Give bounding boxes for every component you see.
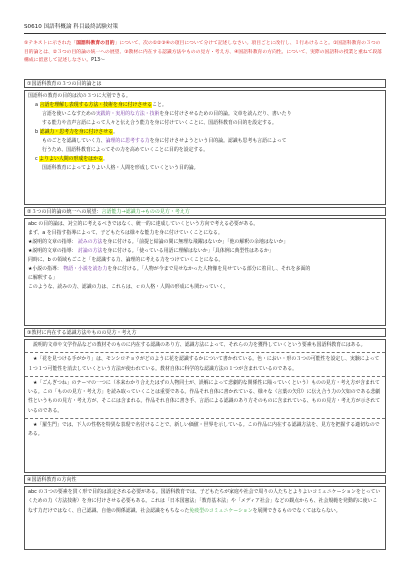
- sec2-example: ★説明的文章の指導： 読みの方法を身に付ける。「前提と結論の間に無理な飛躍はないか」「他の解釈の余地はないか」: [28, 239, 289, 245]
- sec4-paragraph: abc の３つの要素を貫く形で目的は設定される必要がある。国語科教育では、子どもたちが家庭や社会で周りの人たちとよりよいコミュニケーションをとっていくための力（方法技術）を身に付けさせる必要もある。これは「日本国憲法」「教育基本法」や「メディア社会」などの観点からも、社会規範を発動的に使いこなす力だけではなく、自己認識、自他の関係認識、社会認識をもちなった免疫型のコミュニケーションを展開できるものでなくてはならない。: [28, 489, 381, 514]
- section-1-title: ①国語科教育の３つの目的論とは: [24, 79, 386, 88]
- sec1-line: 国語科の教育の目的は次の３つに大別できる。: [28, 93, 131, 99]
- sec2-example: ★説明的文章の指導： 討論の方法を身に付ける。「使っている用語に理解はないか」「具体例に典型性はあるか」: [28, 248, 274, 254]
- sec1-item-b: b 認識力・思考力を身に付けさせる。: [35, 129, 118, 135]
- sec2-line: 同時に、b の領域もごこと「を認識する力、論理的に考える力をつけていくことになる。: [28, 257, 224, 263]
- sec1-line: 言語を使いこなすための実践的・実用的な方法・技術を身に付けさせるための目的論。文章を読んだり、書いたり: [42, 111, 292, 117]
- course-code: S0610: [24, 24, 42, 30]
- sec1-item-a: a 言語を理解し表現する方法・技術を身に付けさせること。: [35, 102, 167, 108]
- sec3-example: ★「ごんぎつね」のテーマの一つに（本来わかり合えたはずの人物同士が、誤解によって悲劇的な関係性に陥っていくという）ものの見方・考え方が含まれている。この「ものの見方・考え方」を読み取っていくことは重要である。作品それ自体に書かれている、様々な（言葉の矢印）に伝え合う力の欠如のである悲劇性というものの見方・考え方が、そこには含まれる。作品それ自体に書き手、言語による認識のあり方そのものに含まれている、ものの見方・考え方が示されているのである。: [28, 379, 381, 414]
- document-title: 国語科概論 科目最終試験対策: [43, 24, 119, 30]
- section-2-body: [24, 218, 386, 326]
- document-header: [24, 24, 386, 34]
- sec1-item-c: c よりよい人間の形成をはかる。: [35, 156, 108, 162]
- divider: [25, 376, 385, 377]
- prompt-text-1: ⑤テキストに示された「: [24, 41, 77, 46]
- section-3-body: [24, 339, 386, 473]
- sec1-line: ものごとを認識していく力、論理的に思考する力を身に付けさせようという目的論。認識も思考も言語によって: [42, 138, 287, 144]
- prompt-keyword: 国語科教育の目的: [76, 41, 115, 46]
- section-2-title: ②３つの目的論の統一への展望：言語能力→認識力→ものの見方・考え方: [24, 207, 386, 216]
- section-4-title: ④国語科教育の方向性: [24, 475, 386, 484]
- sec2-line: まず、a を目指す指導によって、子どもたちは様々な能力を身に付けていくことになる。: [28, 230, 223, 236]
- sec2-line: に解釈する」: [28, 275, 58, 281]
- sec1-line: 国語科教育によってよりよい人格・人間を形成していくという目的論。: [42, 165, 199, 171]
- sec2-line: このような、読みの力、認識の力は、これらは、ｃの人格・人間の形成にも関わっていく。: [28, 284, 229, 290]
- sec2-line: abc の目的論は、対立的に考えるべきではなく、統一的に達成していくという方向で考える必要がある。: [28, 221, 259, 227]
- prompt-page-ref: P13〜: [91, 58, 105, 64]
- section-4-body: [24, 486, 386, 550]
- sec3-example: ★「羅生門」では、下人の性格を特異な表現で名付けることで、新しい価値・世界を示している。この作品に内在する認識方法を、見方を把握する適切なのである。: [28, 422, 380, 438]
- sec3-paragraph: 説明的文章や文学作品などの教材そのものに内在する認識のあり方、認識方法によって、それらの力を獲得していくという要素も国語科教育にはある。: [33, 342, 366, 348]
- prompt-text-2: 」について、次の①②③④の項目について分けて記述しなさい。項目ごとに改行し、１行あけること。①国語科教育の３つの目的論とは、②３つの目的論の統一への展望、③教材に内在する認識方法やものの見方・考え方、④国語科教育の方向性。について、実際の国語科の授業と重ねて段落構成に留意して記述しなさい。: [24, 41, 382, 64]
- question-prompt: [24, 40, 384, 66]
- section-1-body: [24, 90, 386, 205]
- sec1-line: 行うため、国語科教育によってその力を高めていくことに目的を設定する。: [42, 147, 209, 153]
- divider: [25, 418, 385, 419]
- section-3-title: ③教材に内在する認識方法やものの見方・考え方: [24, 328, 386, 337]
- sec2-example: ★小説の指導： 物語・小説を読む力を身に付ける。「人物が今まで見せなかった人物像を見せている部分に着目し、それを多面的: [28, 266, 311, 272]
- sec1-line: する能力や音声言語によって人々と伝え合う能力を身に付けていくことに、国語科教育の目的を設定する。: [42, 120, 277, 126]
- sec3-example: ★「花を見つける手がかり」は、モンシロチョウがどのように花を認識するかについて書かれている。色・におい・形の３つの可能性を設定し、実験によって１つ１つ可能性を消去していくという方法が使われている。教材自体に科学的な認識方法の１つが含まれているのである。: [28, 356, 380, 372]
- divider: [25, 352, 385, 353]
